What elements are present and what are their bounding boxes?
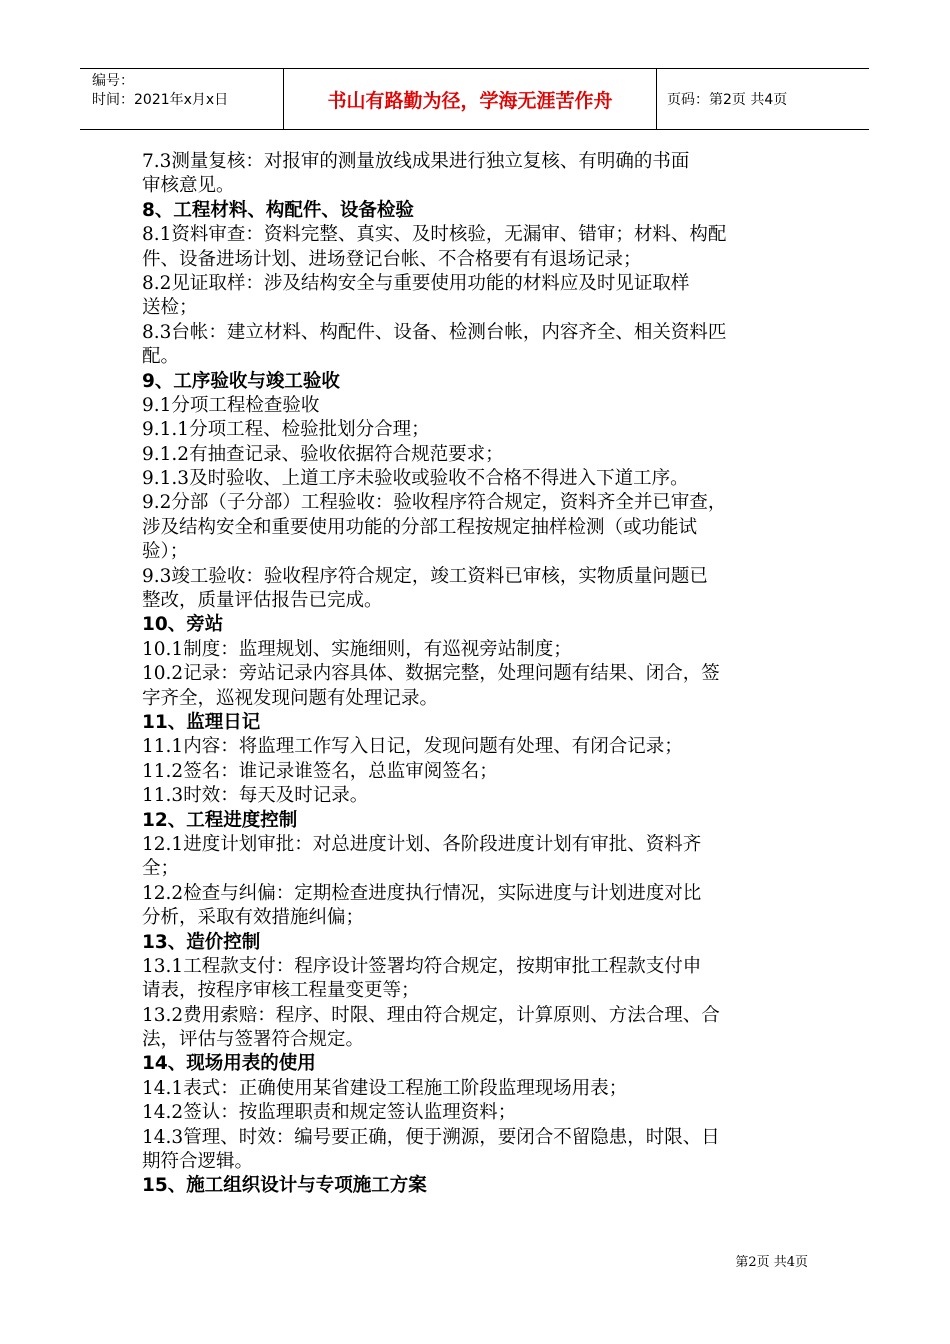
body-text-line: 8.1资料审查：资料完整、真实、及时核验，无漏审、错审；材料、构配 [142, 224, 727, 246]
header-motto: 书山有路勤为径，学海无涯苦作舟 [284, 69, 657, 129]
section-heading: 8、工程材料、构配件、设备检验 [142, 199, 414, 221]
section-heading: 9、工序验收与竣工验收 [142, 370, 340, 392]
body-text-line: 审核意见。 [142, 175, 235, 197]
body-text-line: 涉及结构安全和重要使用功能的分部工程按规定抽样检测（或功能试 [142, 516, 698, 538]
body-text-line: 法，评估与签署符合规定。 [142, 1029, 365, 1051]
body-text-line: 全； [142, 858, 180, 880]
body-text-line: 11.2签名：谁记录谁签名，总监审阅签名； [142, 760, 498, 782]
body-text-line: 9.1.2有抽查记录、验收依据符合规范要求； [142, 443, 504, 465]
body-text-line: 8.3台帐：建立材料、构配件、设备、检测台帐，内容齐全、相关资料匹 [142, 321, 727, 343]
body-text-line: 分析，采取有效措施纠偏； [142, 907, 365, 929]
section-heading: 15、施工组织设计与专项施工方案 [142, 1175, 427, 1197]
header-page-label: 页码：第2页 共4页 [667, 92, 788, 108]
section-heading: 14、现场用表的使用 [142, 1053, 316, 1075]
body-text-line: 整改，质量评估报告已完成。 [142, 590, 383, 612]
section-heading: 11、监理日记 [142, 711, 261, 733]
body-text-line: 11.1内容：将监理工作写入日记，发现问题有处理、有闭合记录； [142, 736, 683, 758]
body-text-line: 10.2记录：旁站记录内容具体、数据完整，处理问题有结果、闭合，签 [142, 663, 720, 685]
body-text-line: 9.1.3及时验收、上道工序未验收或验收不合格不得进入下道工序。 [142, 468, 689, 490]
body-text-line: 字齐全，巡视发现问题有处理记录。 [142, 687, 439, 709]
body-text-line: 9.1分项工程检查验收 [142, 394, 320, 416]
body-text-line: 13.2费用索赔：程序、时限、理由符合规定，计算原则、方法合理、合 [142, 1004, 720, 1026]
body-text-line: 送检； [142, 297, 198, 319]
number-label: 编号： [92, 73, 134, 89]
body-text-line: 14.1表式：正确使用某省建设工程施工阶段监理现场用表； [142, 1077, 628, 1099]
body-text-line: 12.1进度计划审批：对总进度计划、各阶段进度计划有审批、资料齐 [142, 833, 702, 855]
body-text-line: 配。 [142, 346, 180, 368]
body-text-line: 7.3测量复核：对报审的测量放线成果进行独立复核、有明确的书面 [142, 151, 690, 172]
section-heading: 13、造价控制 [142, 931, 261, 953]
body-text-line: 9.3竣工验收：验收程序符合规定，竣工资料已审核，实物质量问题已 [142, 565, 708, 587]
body-text-line: 验）； [142, 541, 189, 563]
page-footer: 第2页 共4页 [735, 1255, 808, 1270]
body-text-line: 请表，按程序审核工程量变更等； [142, 980, 420, 1002]
body-text-line: 11.3时效：每天及时记录。 [142, 785, 369, 807]
page-header [80, 68, 869, 130]
body-text-line: 10.1制度：监理规划、实施细则，有巡视旁站制度； [142, 638, 572, 660]
body-text-line: 12.2检查与纠偏：定期检查进度执行情况，实际进度与计划进度对比 [142, 882, 702, 904]
body-text-line: 期符合逻辑。 [142, 1151, 254, 1173]
body-text-line: 13.1工程款支付：程序设计签署均符合规定，按期审批工程款支付申 [142, 955, 702, 977]
body-text-line: 14.3管理、时效：编号要正确，便于溯源，要闭合不留隐患，时限、日 [142, 1126, 720, 1148]
time-label: 时间：2021年x月x日 [92, 92, 229, 108]
section-heading: 10、旁站 [142, 614, 224, 636]
body-text-line: 8.2见证取样：涉及结构安全与重要使用功能的材料应及时见证取样 [142, 272, 690, 294]
body-text-line: 9.1.1分项工程、检验批划分合理； [142, 419, 430, 441]
body-text-line: 件、设备进场计划、进场登记台帐、不合格要有有退场记录； [142, 248, 642, 270]
body-text-line: 9.2分部（子分部）工程验收：验收程序符合规定，资料齐全并已审查， [142, 492, 727, 514]
document-body [142, 150, 812, 1199]
header-meta [80, 69, 284, 129]
section-heading: 12、工程进度控制 [142, 809, 298, 831]
body-text-line: 14.2签认：按监理职责和规定签认监理资料； [142, 1102, 517, 1124]
